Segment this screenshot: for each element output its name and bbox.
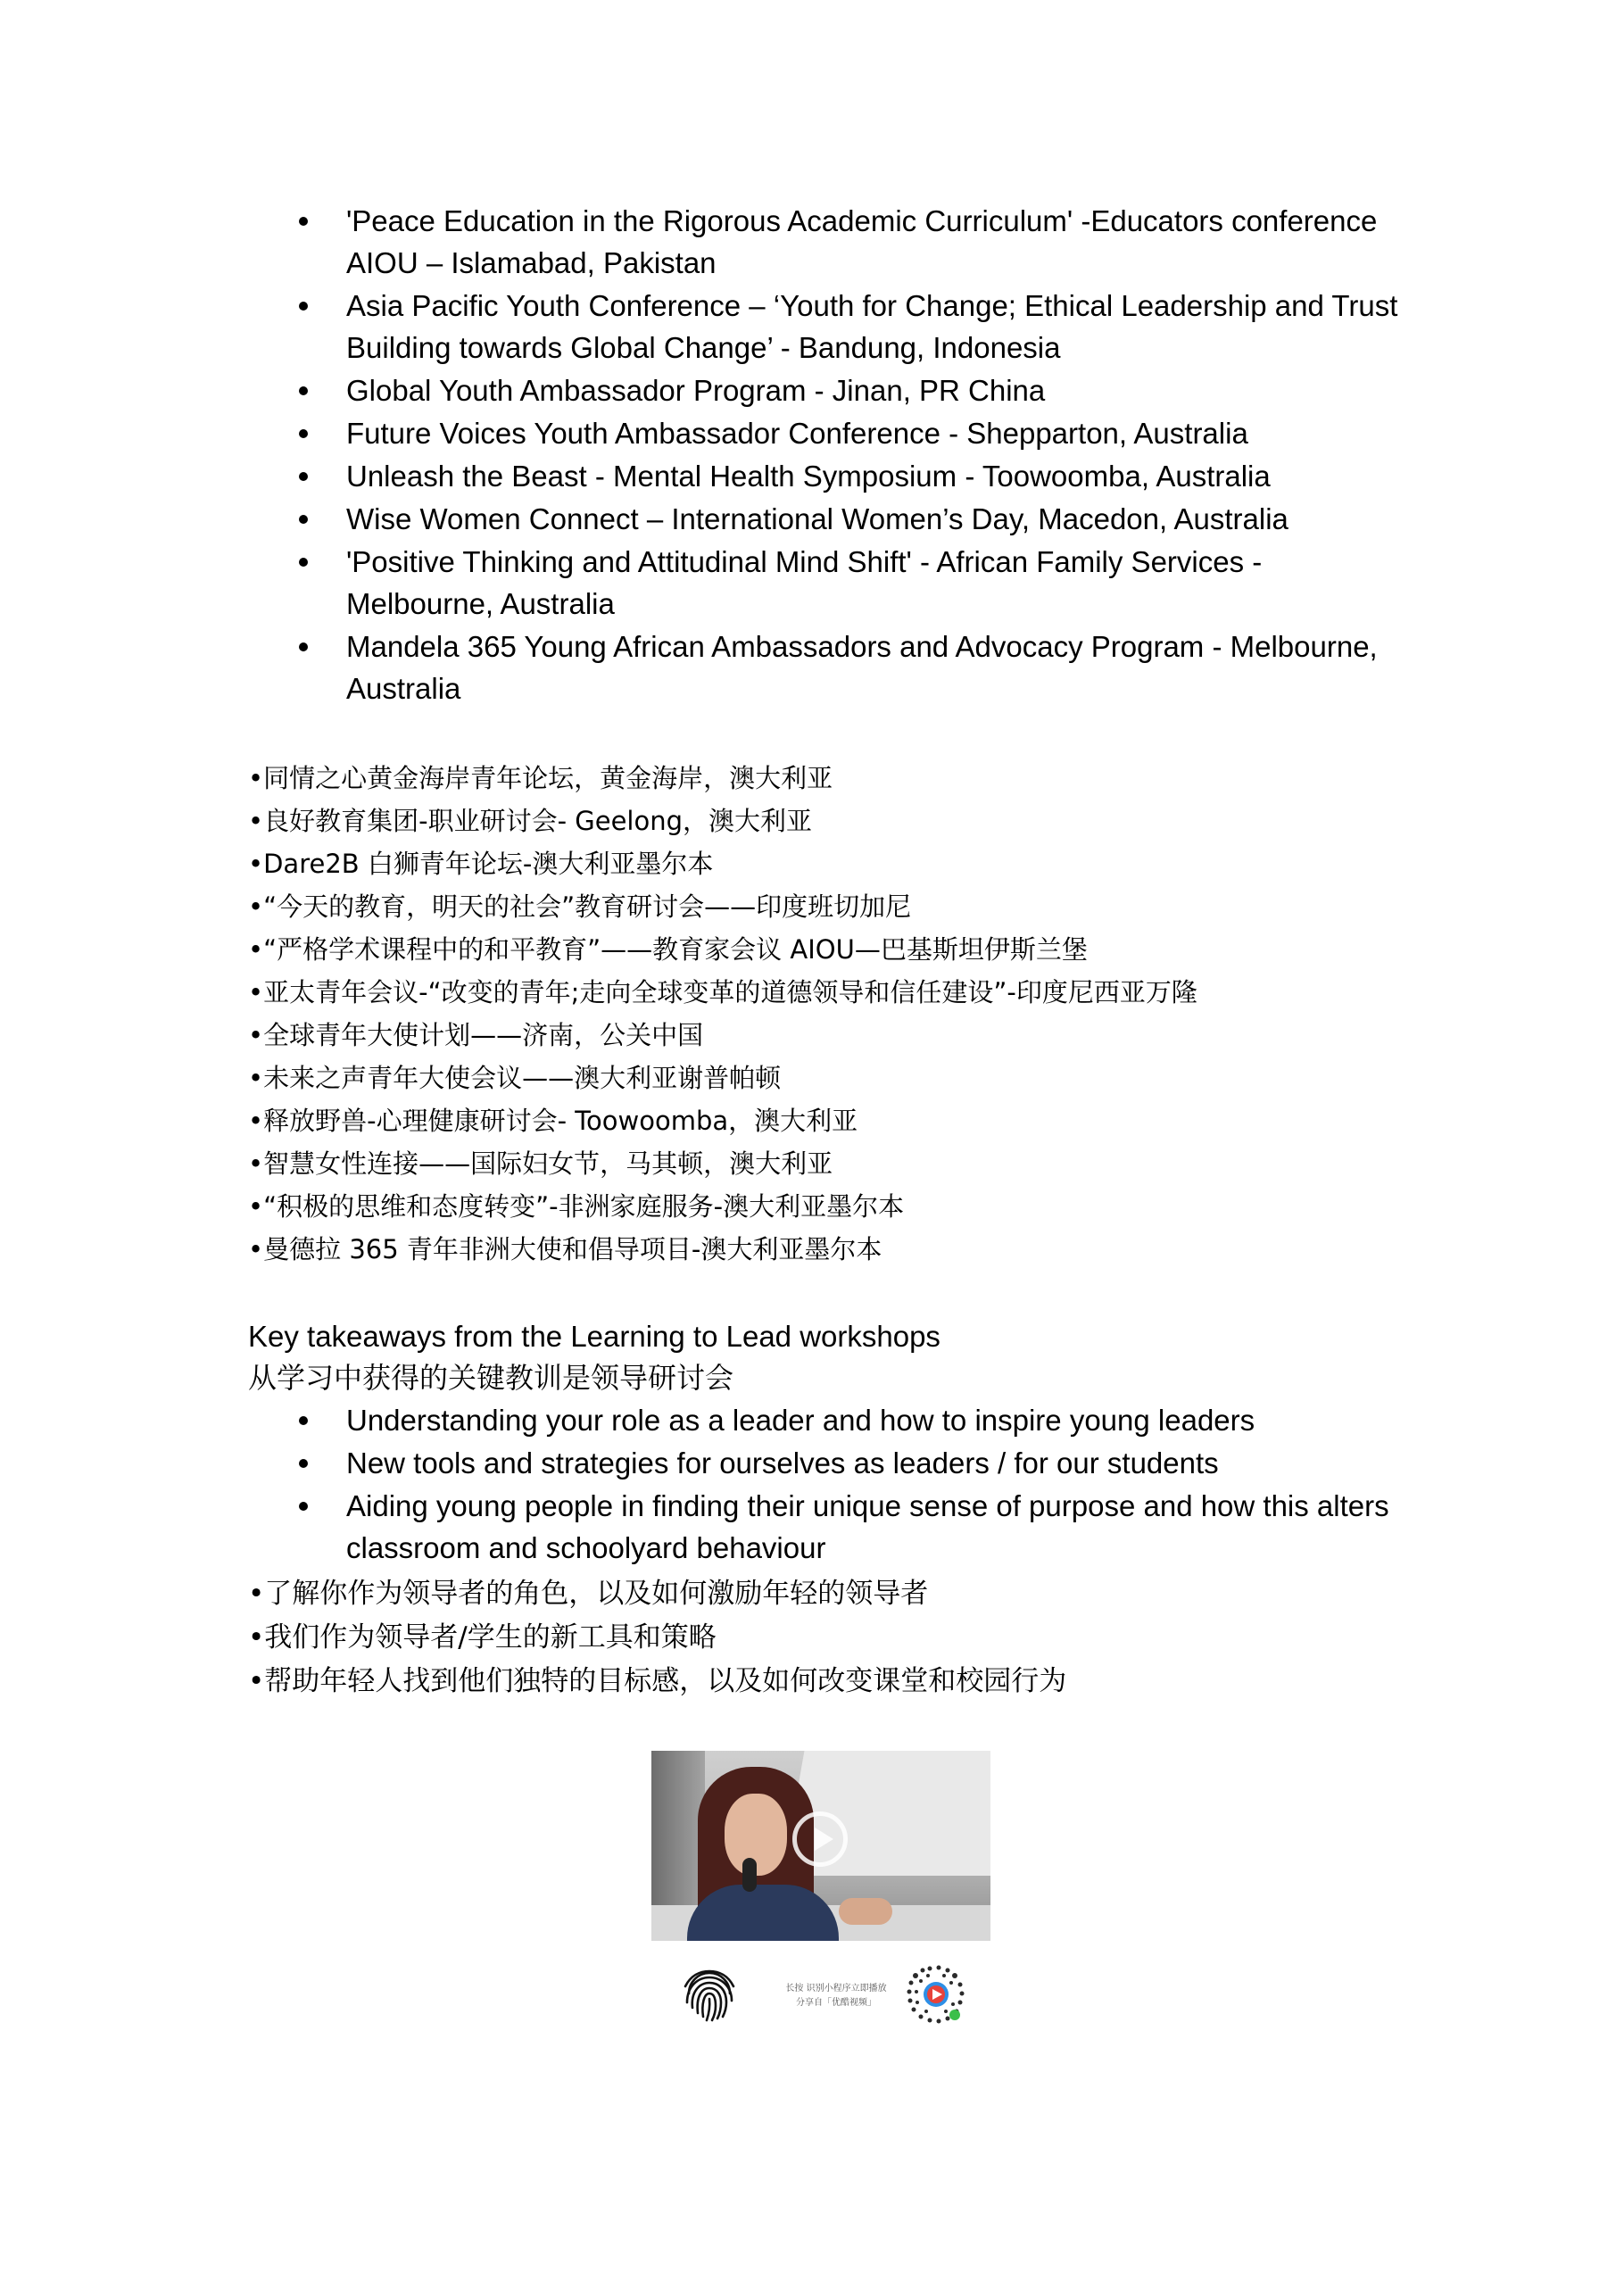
list-item-text: Mandela 365 Young African Ambassadors and Advocacy Program - Melbourne, Australia (346, 630, 1378, 705)
list-item: •“积极的思维和态度转变”-非洲家庭服务-澳大利亚墨尔本 (248, 1191, 905, 1222)
bullet-icon (299, 429, 308, 438)
list-item: •未来之声青年大使会议——澳大利亚谢普帕顿 (248, 1063, 782, 1093)
share-hint-line: 长按 识别小程序立即播放 (785, 1984, 887, 1993)
list-item-text: Unleash the Beast - Mental Health Symposium - Toowoomba, Australia (346, 460, 1271, 493)
list-item: •我们作为领导者/学生的新工具和策略 (248, 1621, 717, 1654)
qr-code-icon[interactable] (905, 1963, 967, 2026)
list-item-text: Future Voices Youth Ambassador Conference - Shepparton, Australia (346, 417, 1248, 450)
list-item-text: Aiding young people in finding their unique sense of purpose and how this alters classroom and schoolyard behaviour (346, 1489, 1389, 1564)
list-item: •全球青年大使计划——济南，公关中国 (248, 1020, 704, 1050)
takeaways-heading-chinese: 从学习中获得的关键教训是领导研讨会 (248, 1361, 734, 1395)
list-item-text: 'Positive Thinking and Attitudinal Mind Shift' - African Family Services - Melbourne, Australia (346, 545, 1263, 620)
list-item: •智慧女性连接——国际妇女节，马其顿，澳大利亚 (248, 1148, 833, 1179)
list-item: •了解你作为领导者的角色，以及如何激励年轻的领导者 (248, 1578, 929, 1610)
list-item (248, 1399, 1408, 1441)
takeaway-list-chinese (248, 1572, 1497, 1703)
bullet-icon (299, 386, 308, 395)
list-item (248, 626, 1408, 709)
bullet-icon (299, 642, 308, 651)
list-item (248, 200, 1408, 284)
share-hint (769, 1982, 903, 2010)
list-item (248, 285, 1408, 369)
bullet-icon (299, 1502, 308, 1511)
list-item (248, 498, 1408, 540)
list-item: •亚太青年会议-“改变的青年;走向全球变革的道德领导和信任建设”-印度尼西亚万隆 (248, 977, 1197, 1007)
list-item-text: New tools and strategies for ourselves as leaders / for our students (346, 1446, 1219, 1480)
list-item: •释放野兽-心理健康研讨会- Toowoomba，澳大利亚 (248, 1106, 858, 1136)
share-hint-line: 分享自「优酷视频」 (796, 1998, 876, 2008)
bullet-icon (299, 1416, 308, 1425)
list-item: •良好教育集团-职业研讨会- Geelong，澳大利亚 (248, 806, 812, 836)
microphone (742, 1858, 757, 1892)
bullet-icon (299, 515, 308, 524)
video-thumbnail[interactable] (651, 1751, 990, 1941)
list-item (248, 369, 1408, 411)
takeaways-heading-english: Key takeaways from the Learning to Lead workshops (248, 1320, 940, 1353)
takeaway-list-english (248, 1399, 1408, 1570)
bullet-icon (299, 1459, 308, 1468)
list-item-text: Wise Women Connect – International Women’s Day, Macedon, Australia (346, 502, 1288, 535)
play-triangle (815, 1828, 833, 1851)
list-item: •帮助年轻人找到他们独特的目标感，以及如何改变课堂和校园行为 (248, 1665, 1067, 1697)
list-item: •同情之心黄金海岸青年论坛，黄金海岸，澳大利亚 (248, 763, 833, 793)
list-item-text: 'Peace Education in the Rigorous Academic Curriculum' -Educators conference AIOU – Islamabad, Pakistan (346, 204, 1378, 279)
list-item (248, 541, 1408, 625)
speaker-body (687, 1885, 839, 1941)
fingerprint-icon[interactable] (680, 1967, 739, 2026)
play-icon[interactable] (792, 1811, 848, 1867)
list-item: •“今天的教育，明天的社会”教育研讨会——印度班切加尼 (248, 891, 912, 922)
list-item-text: Understanding your role as a leader and how to inspire young leaders (346, 1404, 1255, 1437)
list-item: •Dare2B 白狮青年论坛-澳大利亚墨尔本 (248, 849, 714, 879)
list-item (248, 455, 1408, 497)
event-list-chinese (248, 757, 1497, 1271)
bullet-icon (299, 472, 308, 481)
speaker-arm (839, 1898, 892, 1925)
bullet-icon (299, 217, 308, 226)
event-list-english (248, 200, 1408, 710)
list-item (248, 412, 1408, 454)
list-item: •曼德拉 365 青年非洲大使和倡导项目-澳大利亚墨尔本 (248, 1234, 882, 1264)
list-item-text: Global Youth Ambassador Program - Jinan, PR China (346, 374, 1046, 407)
list-item (248, 1485, 1408, 1569)
bullet-icon (299, 302, 308, 311)
list-item-text: Asia Pacific Youth Conference – ‘Youth for Change; Ethical Leadership and Trust Building towards Global Change’ - Bandung, Indonesia (346, 289, 1398, 364)
list-item (248, 1442, 1408, 1484)
list-item: •“严格学术课程中的和平教育”——教育家会议 AIOU—巴基斯坦伊斯兰堡 (248, 934, 1088, 965)
bullet-icon (299, 558, 308, 567)
